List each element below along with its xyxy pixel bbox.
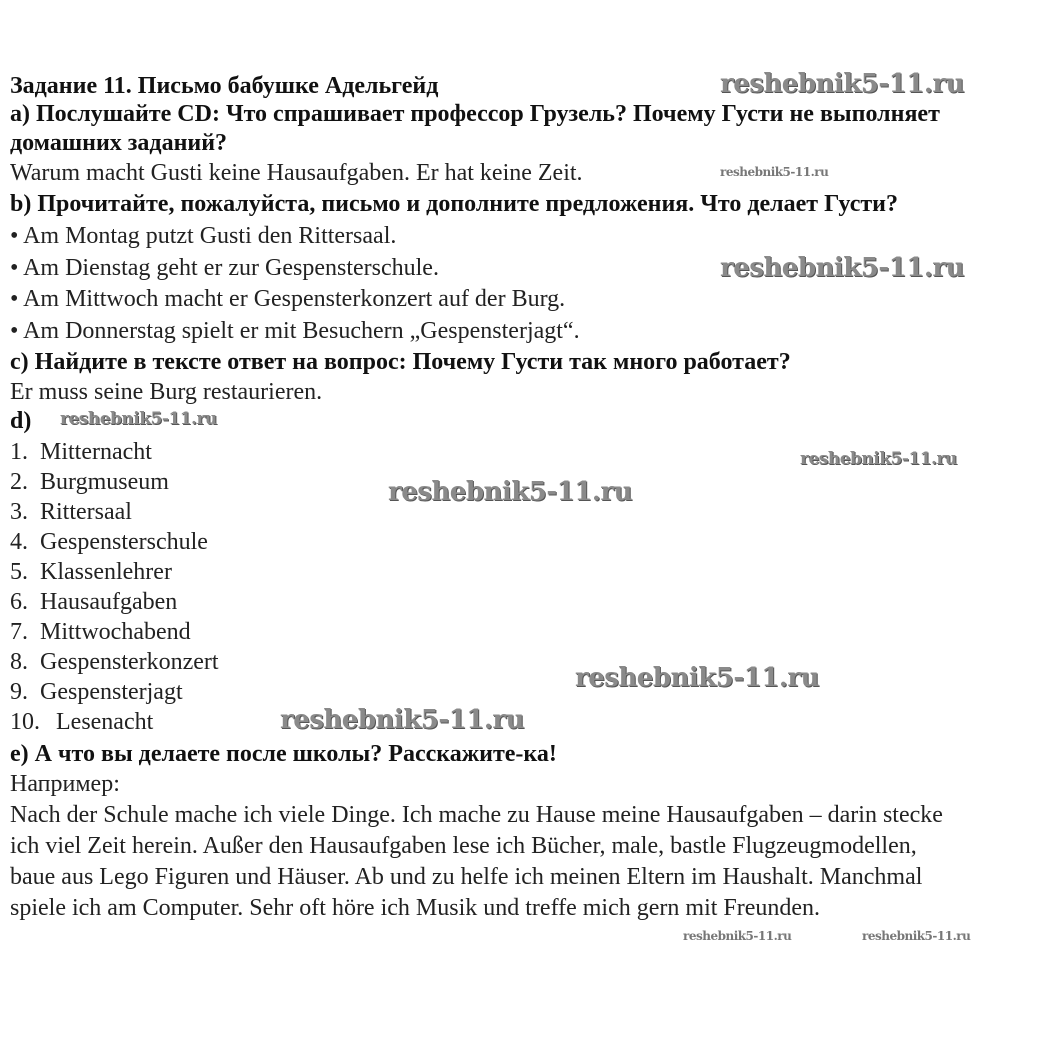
section-d-label: d) (10, 408, 32, 434)
bullet-item: • Am Montag putzt Gusti den Rittersaal. (10, 223, 397, 249)
list-text: Gespensterkonzert (40, 649, 219, 675)
bullet-item: • Am Dienstag geht er zur Gespensterschule. (10, 255, 439, 281)
list-number: 5. (10, 559, 28, 585)
bullet-text: Am Mittwoch macht er Gespensterkonzert auf der Burg. (23, 286, 566, 312)
list-item (10, 618, 191, 646)
list-item (10, 708, 153, 736)
list-item (10, 648, 219, 676)
bullet-text: Am Dienstag geht er zur Gespensterschule. (23, 255, 439, 281)
question-c: c) Найдите в тексте ответ на вопрос: Почему Густи так много работает? (10, 349, 791, 375)
task-title: Задание 11. Письмо бабушке Адельгейд (10, 73, 439, 99)
bullet-item: • Am Mittwoch macht er Gespensterkonzert auf der Burg. (10, 286, 566, 312)
list-item (10, 438, 152, 466)
watermark: reshebnik5-11.ru (720, 165, 829, 179)
list-item (10, 468, 169, 496)
list-item (10, 558, 172, 586)
paragraph-line: baue aus Lego Figuren und Häuser. Ab und zu helfe ich meinen Eltern im Haushalt. Manchmal (10, 864, 923, 890)
list-number: 3. (10, 499, 28, 525)
paragraph-line: spiele ich am Computer. Sehr oft höre ich Musik und treffe mich gern mit Freunden. (10, 895, 821, 921)
list-number: 6. (10, 589, 28, 615)
bullet-text: Am Montag putzt Gusti den Rittersaal. (23, 223, 397, 249)
list-item (10, 498, 132, 526)
example-label: Например: (10, 771, 120, 797)
watermark: reshebnik5-11.ru (280, 705, 525, 735)
question-a-line1: a) Послушайте CD: Что спрашивает профессор Грузель? Почему Густи не выполняет (10, 101, 940, 127)
answer-a: Warum macht Gusti keine Hausaufgaben. Er hat keine Zeit. (10, 160, 583, 186)
watermark: reshebnik5-11.ru (862, 929, 971, 943)
question-e: e) А что вы делаете после школы? Расскажите-ка! (10, 741, 557, 767)
paragraph-line: ich viel Zeit herein. Außer den Hausaufgaben lese ich Bücher, male, bastle Flugzeugmodellen, (10, 833, 917, 859)
watermark: reshebnik5-11.ru (575, 663, 820, 693)
list-number: 8. (10, 649, 28, 675)
watermark: reshebnik5-11.ru (800, 449, 957, 469)
watermark: reshebnik5-11.ru (388, 477, 633, 507)
list-number: 7. (10, 619, 28, 645)
list-text: Rittersaal (40, 499, 132, 525)
list-text: Lesenacht (56, 709, 154, 735)
watermark: reshebnik5-11.ru (60, 409, 217, 429)
watermark: reshebnik5-11.ru (720, 69, 965, 99)
list-text: Burgmuseum (40, 469, 169, 495)
list-text: Hausaufgaben (40, 589, 178, 615)
list-number: 4. (10, 529, 28, 555)
question-b: b) Прочитайте, пожалуйста, письмо и дополните предложения. Что делает Густи? (10, 191, 898, 217)
list-item (10, 588, 177, 616)
list-number: 1. (10, 439, 28, 465)
list-item (10, 678, 183, 706)
list-text: Gespensterjagt (40, 679, 183, 705)
answer-c: Er muss seine Burg restaurieren. (10, 379, 323, 405)
list-number: 9. (10, 679, 28, 705)
list-number: 2. (10, 469, 28, 495)
list-text: Gespensterschule (40, 529, 208, 555)
bullet-item: • Am Donnerstag spielt er mit Besuchern „Gespensterjagt“. (10, 318, 580, 344)
list-number: 10. (10, 709, 40, 735)
list-text: Mitternacht (40, 439, 152, 465)
bullet-text: Am Donnerstag spielt er mit Besuchern „Gespensterjagt“. (23, 318, 580, 344)
watermark: reshebnik5-11.ru (683, 929, 792, 943)
list-text: Mittwochabend (40, 619, 191, 645)
paragraph-line: Nach der Schule mache ich viele Dinge. Ich mache zu Hause meine Hausaufgaben – darin stecke (10, 802, 943, 828)
watermark: reshebnik5-11.ru (720, 253, 965, 283)
question-a-line2: домашних заданий? (10, 130, 228, 156)
list-item (10, 528, 208, 556)
list-text: Klassenlehrer (40, 559, 172, 585)
